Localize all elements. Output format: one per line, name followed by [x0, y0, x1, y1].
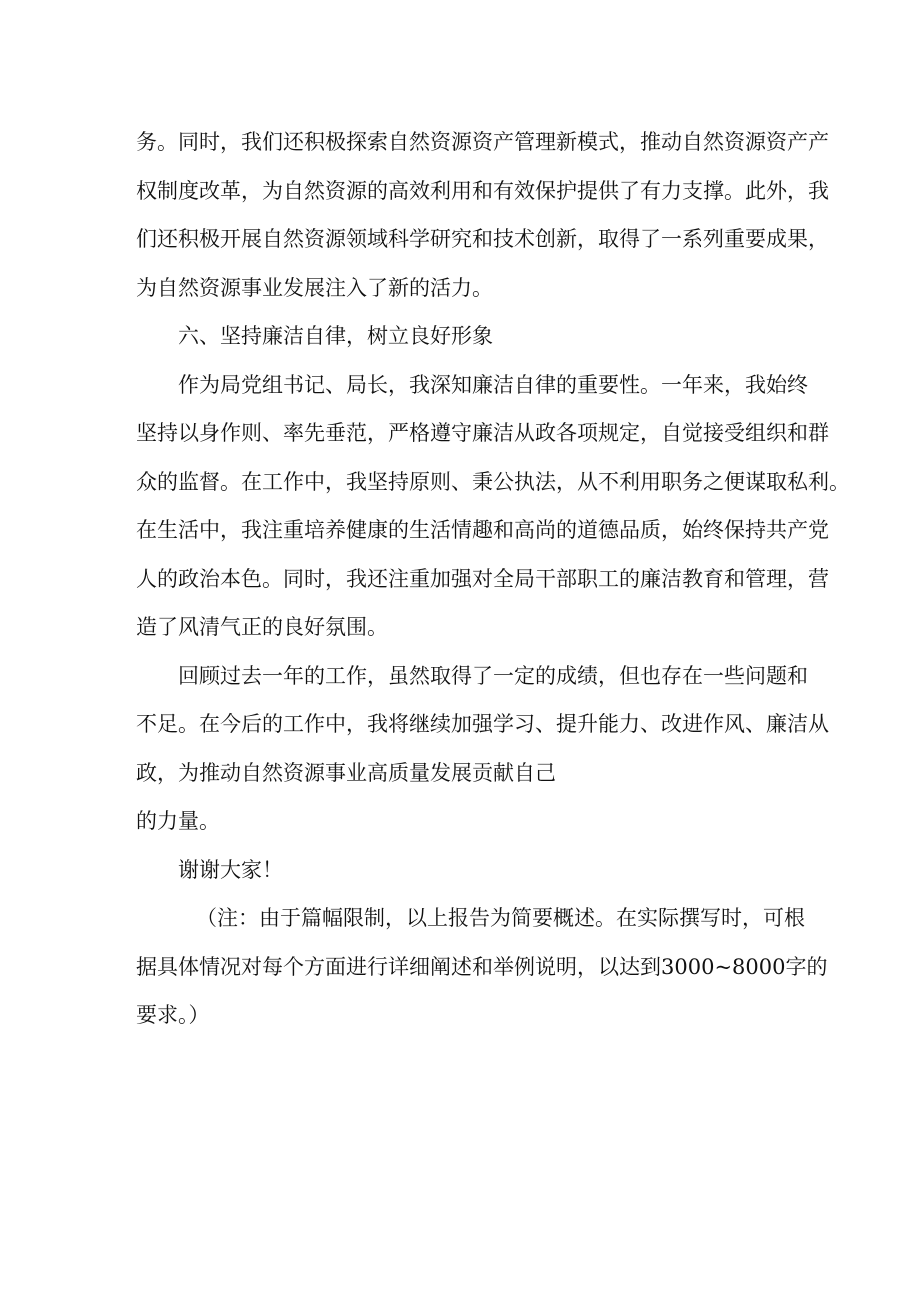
note-line: 要求。） [136, 1003, 210, 1027]
paragraph-line: 坚持以身作则、率先垂范，严格遵守廉洁从政各项规定，自觉接受组织和群 [136, 421, 829, 445]
document-body [136, 118, 850, 1040]
closing-thanks: 谢谢大家！ [178, 857, 283, 882]
paragraph-line: 为自然资源事业发展注入了新的活力。 [136, 275, 493, 300]
paragraph-line: 在生活中，我注重培养健康的生活情趣和高尚的道德品质，始终保持共产党 [136, 518, 829, 542]
note-line: （注：由于篇幅限制，以上报告为简要概述。在实际撰写时，可根 [196, 906, 805, 930]
paragraph-line: 们还积极开展自然资源领域科学研究和技术创新，取得了一系列重要成果， [136, 227, 829, 251]
paragraph-line: 作为局党组书记、局长，我深知廉洁自律的重要性。一年来，我始终 [178, 372, 808, 397]
paragraph-line: 政，为推动自然资源事业高质量发展贡献自己 [136, 760, 556, 785]
paragraph-line: 的力量。 [136, 809, 220, 833]
paragraph-line: 务。同时，我们还积极探索自然资源资产管理新模式，推动自然资源资产产 [136, 130, 829, 154]
paragraph-line: 不足。在今后的工作中，我将继续加强学习、提升能力、改进作风、廉洁从 [136, 712, 829, 736]
paragraph-line: 权制度改革，为自然资源的高效利用和有效保护提供了有力支撑。此外，我 [136, 178, 829, 203]
paragraph-line: 造了风清气正的良好氛围。 [136, 615, 388, 639]
paragraph-line: 众的监督。在工作中，我坚持原则、秉公执法，从不利用职务之便谋取私利。 [136, 469, 850, 494]
note-line: 据具体情况对每个方面进行详细阐述和举例说明，以达到3000~8000字的 [136, 954, 828, 979]
section-heading: 六、坚持廉洁自律，树立良好形象 [178, 324, 493, 348]
paragraph-line: 人的政治本色。同时，我还注重加强对全局干部职工的廉洁教育和管理，营 [136, 566, 829, 591]
paragraph-line: 回顾过去一年的工作，虽然取得了一定的成绩，但也存在一些问题和 [178, 663, 808, 688]
